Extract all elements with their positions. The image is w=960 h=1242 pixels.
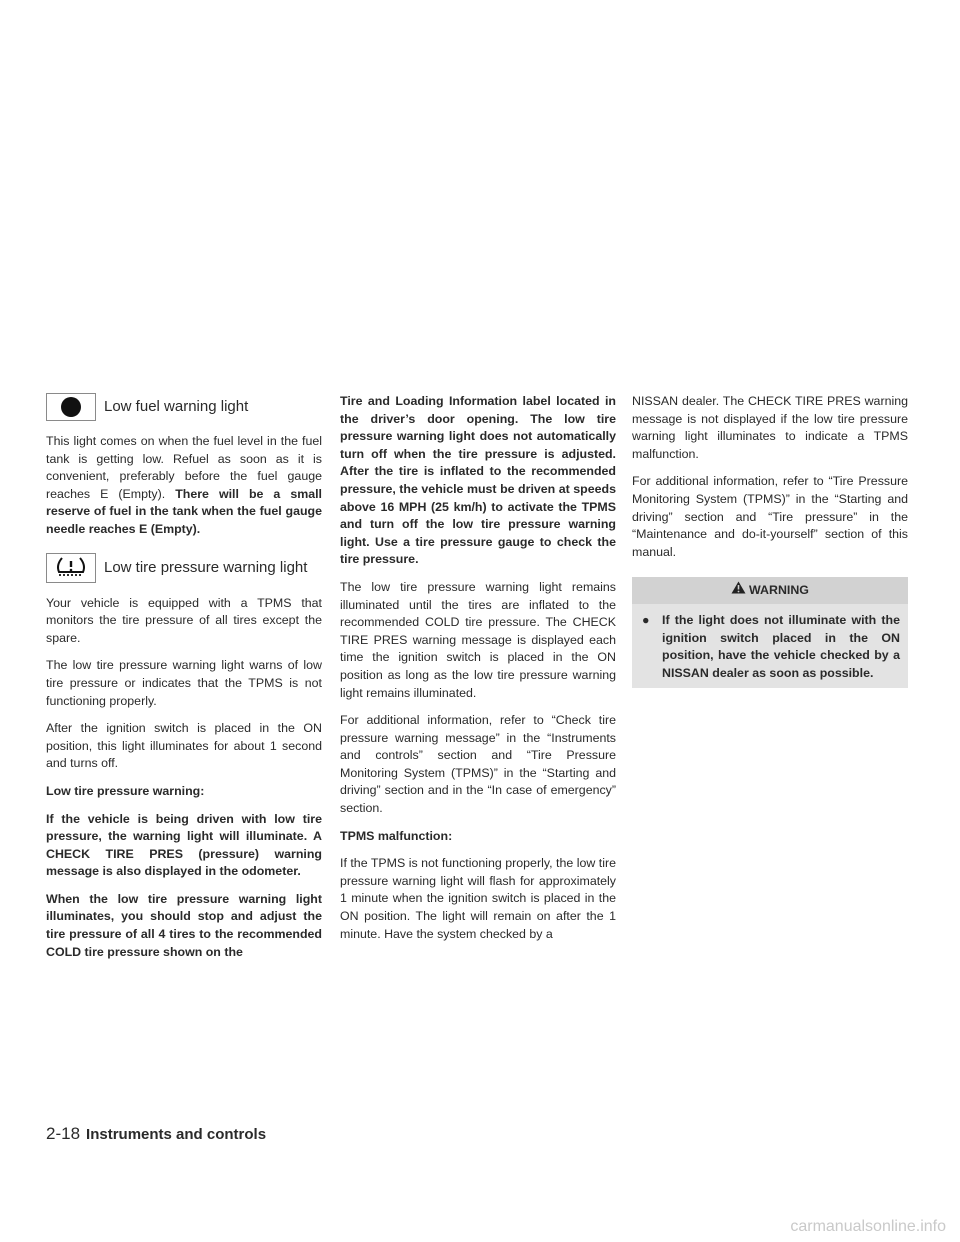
warning-header — [632, 577, 908, 604]
fuel-warning-paragraph: This light comes on when the fuel level in the fuel tank is getting low. Refuel as soon as it is convenient, preferably before the fuel gauge reaches E (Empty). There will be a small reserve of fuel in the tank when the fuel gauge needle reaches E (Empty). — [46, 434, 323, 536]
column-left — [46, 393, 322, 971]
section-title: Instruments and controls — [86, 1126, 267, 1143]
bold-paragraph: Tire and Loading Information label located in the driver’s door opening. The low tire pressure warning light does not automatically turn off when the tire pressure is adjusted. After the tire is inflated to the recommended pressure, the vehicle must be driven at speeds above 16 MPH (25 km/h) to activate the TPMS and turn off the low tire pressure warning light. Use a tire pressure gauge to check the tire pressure. — [340, 394, 616, 567]
fuel-warning-title: Low fuel warning light — [104, 398, 249, 416]
paragraph: NISSAN dealer. The CHECK TIRE PRES warning message is not displayed if the low tire pressure warning light illuminates to indicate a TPMS malfunction. — [632, 394, 908, 461]
bold-paragraph: If the vehicle is being driven with low tire pressure, the warning light will illuminate. A CHECK TIRE PRES (pressure) warning message is also displayed in the odometer. — [46, 811, 322, 879]
warning-text: If the light does not illuminate with the ignition switch placed in the ON position, have the vehicle checked by a NISSAN dealer as soon as possible. — [662, 612, 900, 680]
subheading-low-pressure: Low tire pressure warning: — [46, 783, 205, 798]
page-footer — [46, 1124, 266, 1144]
paragraph: If the TPMS is not functioning properly, the low tire pressure warning light will flash for approximately 1 minute when the ignition switch is placed in the ON position. The light will remain on after the 1 minute. Have the system checked by a — [340, 856, 616, 941]
column-middle — [340, 393, 616, 953]
tire-warning-title: Low tire pressure warning light — [104, 558, 308, 576]
warning-box — [632, 577, 908, 688]
bold-paragraph: When the low tire pressure warning light illuminates, you should stop and adjust the tire pressure of all 4 tires to the recommended COLD tire pressure shown on the — [46, 891, 322, 959]
warning-title: WARNING — [749, 582, 809, 597]
tire-warning-heading — [46, 553, 322, 583]
subheading-tpms-malfunction: TPMS malfunction: — [340, 828, 453, 843]
paragraph: The low tire pressure warning light remains illuminated until the tires are inflated to the recommended COLD tire pressure. The CHECK TIRE PRES warning message is displayed each time the ignition switch is placed in the ON position as long as the low tire pressure warning light remains illuminated. — [340, 579, 616, 700]
bullet: ● — [642, 612, 650, 627]
tire-pressure-warning-icon — [46, 553, 96, 583]
paragraph: After the ignition switch is placed in the ON position, this light illuminates for about 1 second and turns off. — [46, 721, 322, 771]
paragraph: For additional information, refer to “Check tire pressure warning message” in the “Instruments and controls” section and “Tire Pressure Monitoring System (TPMS)” in the “Starting and driving” section and in the “In case of emergency” section. — [340, 713, 616, 816]
paragraph: The low tire pressure warning light warns of low tire pressure or indicates that the TPMS is not functioning properly. — [46, 658, 322, 708]
page-number: 2-18 — [46, 1124, 81, 1143]
warning-item — [632, 604, 908, 682]
column-right — [632, 393, 908, 688]
paragraph: For additional information, refer to “Tire Pressure Monitoring System (TPMS)” in the “Starting and driving” section and “Tire pressure” in the “Maintenance and do-it-yourself” section of this manual. — [632, 474, 908, 559]
paragraph: Your vehicle is equipped with a TPMS that monitors the tire pressure of all tires except the spare. — [46, 595, 322, 645]
fuel-warning-icon — [46, 393, 96, 421]
warning-triangle-icon — [731, 581, 746, 600]
watermark: carmanualsonline.info — [790, 1218, 946, 1235]
fuel-warning-heading — [46, 393, 322, 421]
